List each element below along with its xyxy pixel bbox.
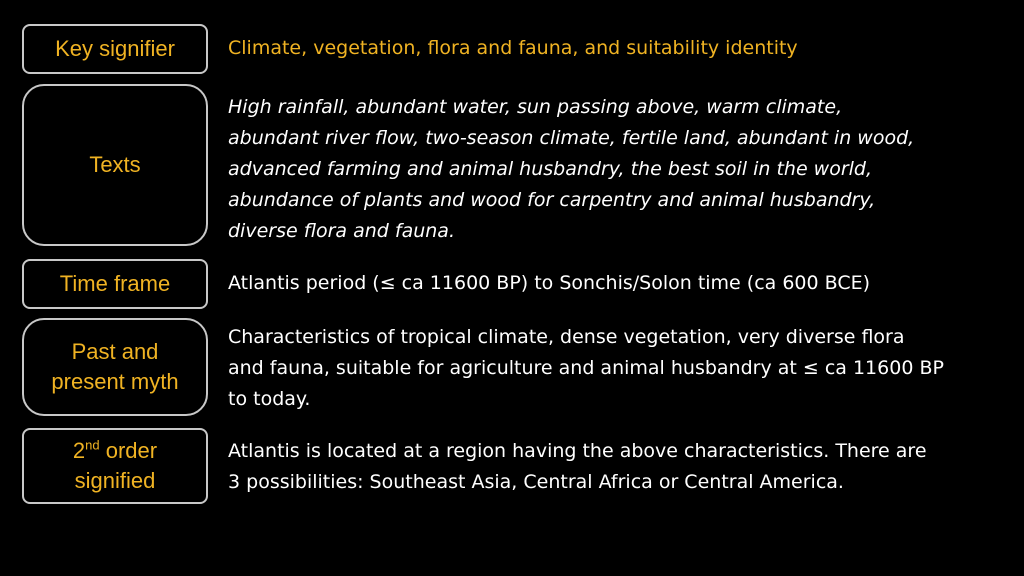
myth-line: Characteristics of tropical climate, dense vegetation, very diverse flora [228,326,905,348]
myth-line: and fauna, suitable for agriculture and animal husbandry at ≤ ca 11600 BP [228,357,944,379]
label-second-order-word: order [99,438,158,463]
label-key-signifier [22,24,208,74]
myth-line: to today. [228,388,311,410]
texts-line: High rainfall, abundant water, sun passing above, warm climate, [228,96,843,118]
label-second-order-line2: signified [74,468,156,493]
label-key-signifier-text: Key signifier [55,36,175,61]
label-past-present-myth-line2: present myth [51,369,179,394]
second-order-content [228,436,1008,498]
label-second-order-line1 [73,436,157,466]
second-order-line: Atlantis is located at a region having the above characteristics. There are [228,440,927,462]
label-past-present-myth-line1: Past and [71,339,159,364]
key-signifier-text: Climate, vegetation, flora and fauna, and suitability identity [228,37,798,59]
label-second-order-superscript: nd [85,437,100,453]
texts-line: advanced farming and animal husbandry, the best soil in the world, [228,158,873,180]
texts-content [228,92,1008,247]
label-time-frame-text: Time frame [59,271,171,296]
label-texts-text: Texts [89,152,141,177]
label-past-present-myth [22,318,208,416]
texts-line: abundant river flow, two-season climate, fertile land, abundant in wood, [228,127,915,149]
time-frame-text: Atlantis period (≤ ca 11600 BP) to Sonchis/Solon time (ca 600 BCE) [228,272,871,294]
texts-line: diverse flora and fauna. [228,220,455,242]
label-time-frame [22,259,208,309]
label-second-order-number: 2 [72,438,86,463]
past-present-myth-content [228,322,1008,415]
second-order-line: 3 possibilities: Southeast Asia, Central Africa or Central America. [228,471,844,493]
label-second-order-signified [22,428,208,504]
texts-line: abundance of plants and wood for carpentry and animal husbandry, [228,189,876,211]
label-texts [22,84,208,246]
